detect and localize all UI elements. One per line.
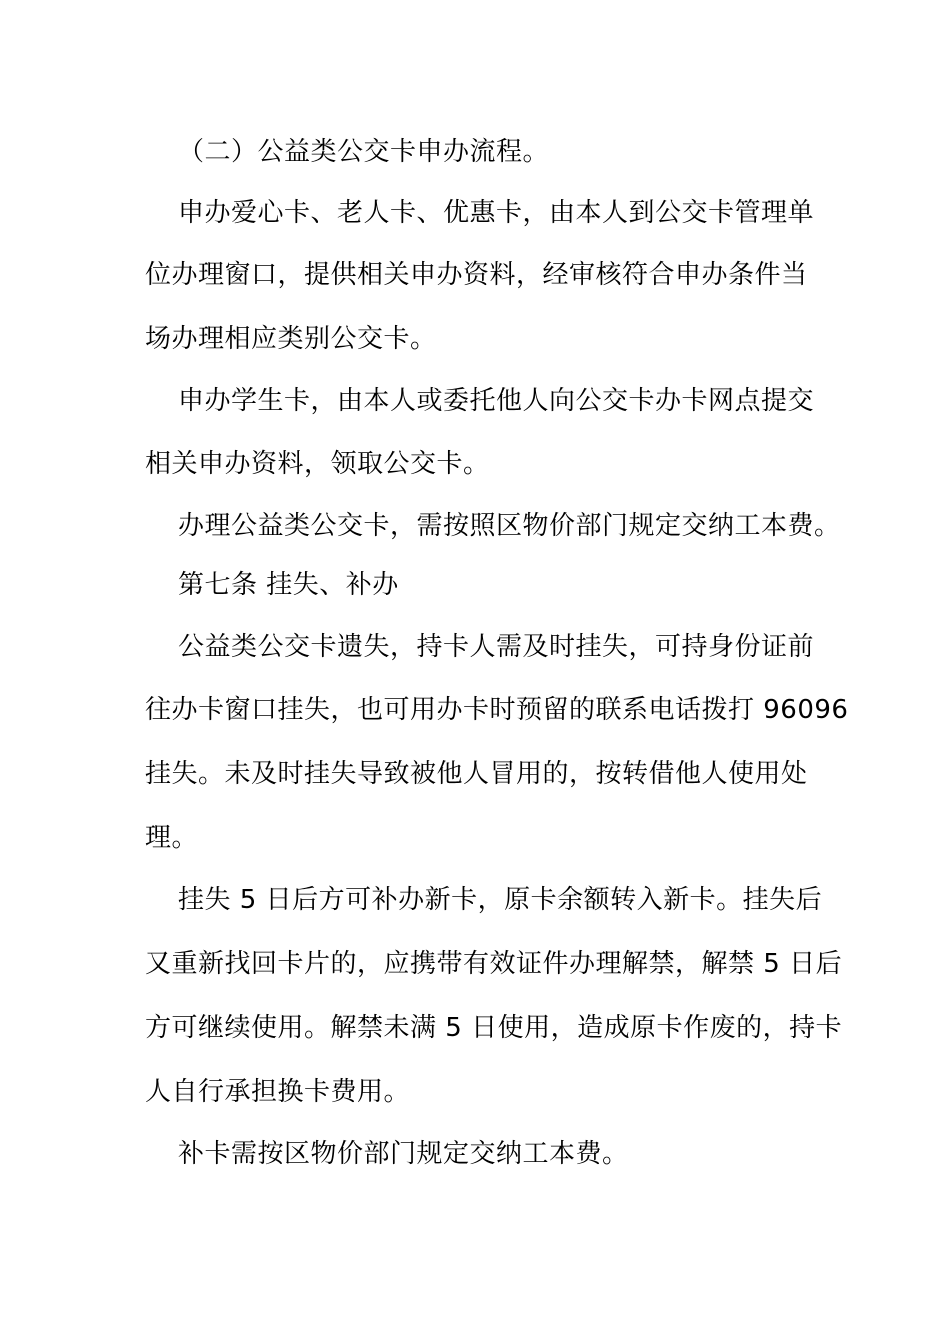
- section-heading: （二）公益类公交卡申办流程。: [178, 137, 550, 167]
- paragraph-line: 位办理窗口，提供相关申办资料，经审核符合申办条件当: [145, 260, 808, 290]
- paragraph-line: 挂失。未及时挂失导致被他人冒用的，按转借他人使用处: [145, 759, 808, 789]
- article-heading: 第七条 挂失、补办: [178, 570, 399, 600]
- paragraph-line: 公益类公交卡遗失，持卡人需及时挂失，可持身份证前: [178, 632, 815, 662]
- paragraph-line: 补卡需按区物价部门规定交纳工本费。: [178, 1139, 629, 1169]
- paragraph-line: 申办学生卡，由本人或委托他人向公交卡办卡网点提交: [178, 386, 815, 416]
- paragraph-line: 人自行承担换卡费用。: [145, 1077, 411, 1107]
- paragraph-line: 理。: [145, 823, 199, 853]
- paragraph-line: 挂失 5 日后方可补办新卡，原卡余额转入新卡。挂失后: [178, 885, 823, 915]
- paragraph-line: 方可继续使用。解禁未满 5 日使用，造成原卡作废的，持卡: [145, 1013, 843, 1043]
- paragraph-line: 相关申办资料，领取公交卡。: [145, 449, 490, 479]
- paragraph-line: 办理公益类公交卡，需按照区物价部门规定交纳工本费。: [178, 511, 841, 541]
- paragraph-line: 场办理相应类别公交卡。: [145, 324, 437, 354]
- paragraph-line: 申办爱心卡、老人卡、优惠卡，由本人到公交卡管理单: [178, 198, 815, 228]
- paragraph-line: 往办卡窗口挂失，也可用办卡时预留的联系电话拨打 96096: [145, 695, 849, 725]
- paragraph-line: 又重新找回卡片的，应携带有效证件办理解禁，解禁 5 日后: [145, 949, 843, 979]
